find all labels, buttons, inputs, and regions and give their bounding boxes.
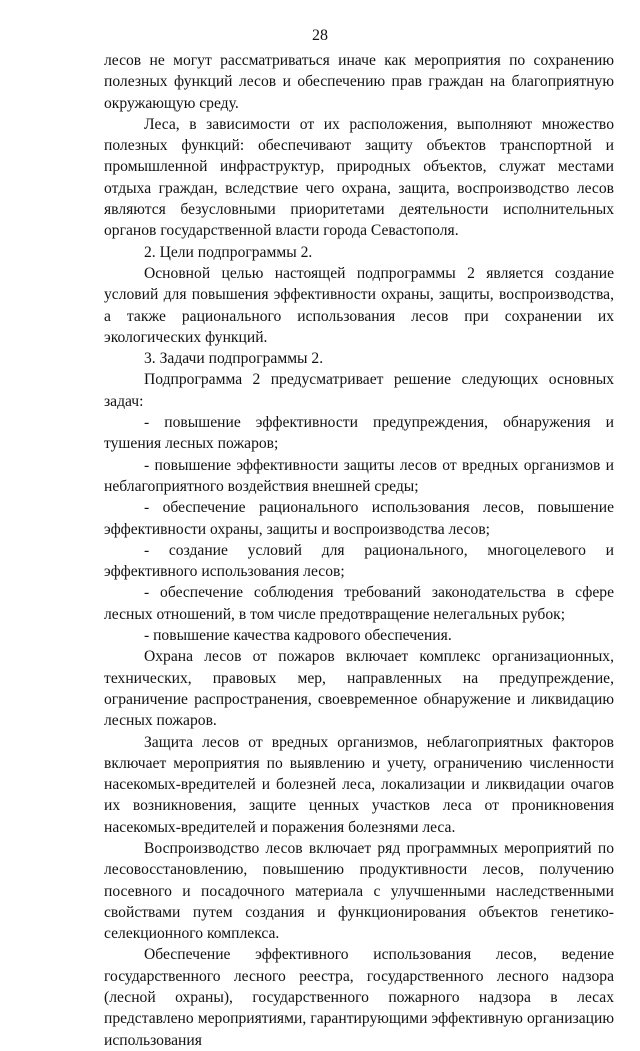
paragraph: Воспроизводство лесов включает ряд программных мероприятий по лесовосстановлению, повышению продуктивности лесов, получению посевного и посадочного материала с улучшенными наследственными свойствами путем создания и функционирования объектов генетико-селекционного комплекса. [104,839,614,943]
document-body [104,50,614,1051]
paragraph: Подпрограмма 2 предусматривает решение следующих основных задач: [104,371,614,410]
section-heading-goals: 2. Цели подпрограммы 2. [144,243,313,261]
page-number: 28 [312,27,328,44]
list-item: - обеспечение рационального использования лесов, повышение эффективности охраны, защиты и воспроизводства лесов; [104,499,614,538]
paragraph: Основной целью настоящей подпрограммы 2 является создание условий для повышения эффективности охраны, защиты, воспроизводства, а также рационального использования лесов при сохранении их экологических функций. [104,264,614,346]
list-item: - повышение эффективности защиты лесов от вредных организмов и неблагоприятного воздействия внешней среды; [104,456,614,495]
paragraph: Обеспечение эффективного использования лесов, ведение государственного лесного реестра, государственного лесного надзора (лесной охраны), государственного пожарного надзора в лесах представлено мероприятиями, гарантирующими эффективную организацию использования [104,946,614,1049]
paragraph: Охрана лесов от пожаров включает комплекс организационных, технических, правовых мер, направленных на предупреждение, ограничение распространения, своевременное обнаружение и ликвидацию лесных пожаров. [104,648,614,730]
list-item: - повышение качества кадрового обеспечения. [144,627,452,645]
list-item: - создание условий для рационального, многоцелевого и эффективного использования лесов; [104,541,614,581]
paragraph: Защита лесов от вредных организмов, неблагоприятных факторов включает мероприятия по выявлению и учету, ограничению численности насекомых-вредителей и болезней леса, локализации и ликвидации очагов их возникновения, защите ценных участков леса от проникновения насекомых-вредителей и поражения болезнями леса. [104,733,614,836]
paragraph-continuation: лесов не могут рассматриваться иначе как мероприятия по сохранению полезных функций лесов и обеспечению прав граждан на благоприятную окружающую среду. [104,52,614,112]
list-item: - обеспечение соблюдения требований законодательства в сфере лесных отношений, в том числе предотвращение нелегальных рубок; [104,584,614,623]
section-heading-tasks: 3. Задачи подпрограммы 2. [144,350,324,368]
list-item: - повышение эффективности предупреждения, обнаружения и тушения лесных пожаров; [104,414,614,453]
paragraph: Леса, в зависимости от их расположения, выполняют множество полезных функций: обеспечивают защиту объектов транспортной и промышленной инфраструктур, природных объектов, служат местами отдыха граждан, вследствие чего охрана, защита, воспроизводство лесов являются безусловными приоритетами деятельности исполнительных органов государственной власти города Севастополя. [104,115,614,240]
